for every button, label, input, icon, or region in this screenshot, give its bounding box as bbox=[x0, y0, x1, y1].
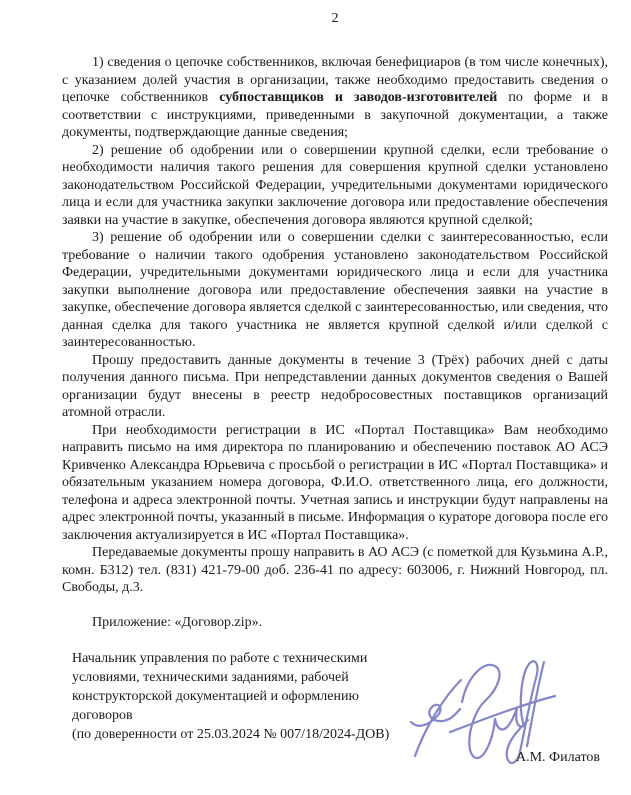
paragraph-owners-chain-post: по форме и в соответствии с инструкциями, приведенными в закупочной документации, а также документы, подтверждающие данные сведения; bbox=[62, 90, 608, 140]
letter-text bbox=[62, 54, 608, 744]
paragraph-owners-chain-pre: 1) сведения о цепочке собственников, включая бенефициаров (в том числе конечных), с указанием долей участия в организации, также необходимо предоставить сведения о цепочке собственников bbox=[62, 55, 608, 105]
paragraph-portal-registration: При необходимости регистрации в ИС «Портал Поставщика» Вам необходимо направить письмо на имя директора по планированию и обеспечению поставок АО АСЭ Кривченко Александра Юрьевича с просьбой о регистрации в ИС «Портал Поставщика» и обязательным указанием номера договора, Ф.И.О. ответственного лица, его должности, телефона и адреса электронной почты. Учетная запись и инструкции будут направлены на адрес электронной почты, указанный в письме. Информация о кураторе договора после его заключения актуализируется в ИС «Портал Поставщика». bbox=[62, 422, 608, 543]
signer-title-line: Начальник управления по работе с техническими bbox=[72, 651, 368, 666]
paragraph-major-transaction: 2) решение об одобрении или о совершении крупной сделки, если требование о необходимости наличия такого решения для совершения крупной сделки установлено законодательством Российской Федерации, учредительными документами юридического лица и если для участника закупки заключение договора или предоставление обеспечения заявки на участие в закупке, обеспечения договора являются крупной сделкой; bbox=[62, 142, 608, 228]
signer-title-line: конструкторской документацией и оформлению bbox=[72, 689, 359, 704]
signer-authority-line: (по доверенности от 25.03.2024 № 007/18/2024-ДОВ) bbox=[72, 727, 390, 742]
attachment-line: Приложение: «Договор.zip». bbox=[92, 615, 263, 630]
paragraph-owners-chain bbox=[62, 54, 608, 142]
paragraph-interested-party-transaction: 3) решение об одобрении или о совершении сделки с заинтересованностью, если требование о наличии такого одобрения установлено законодательством Российской Федерации, учредительными документами юридического лица и если для участника закупки выполнение договора или предоставление обеспечения заявки на участие в закупке, обеспечение договора является сделкой с заинтересованностью, или сведения, что данная сделка для такого участника не является крупной сделкой и/или сделкой с заинтересованностью. bbox=[62, 230, 608, 350]
signer-title-line: условиями, техническими заданиями, рабочей bbox=[72, 670, 349, 685]
signer-name: А.М. Филатов bbox=[516, 750, 600, 765]
page-number: 2 bbox=[331, 11, 339, 26]
paragraph-owners-chain-bold: субпоставщиков и заводов-изготовителей bbox=[219, 90, 498, 105]
paragraph-deadline-warning: Прошу предоставить данные документы в течение 3 (Трёх) рабочих дней с даты получения данного письма. При непредставлении данных документов сведения о Вашей организации будут внесены в реестр недобросовестных поставщиков организаций атомной отрасли. bbox=[62, 352, 608, 420]
signer-title-block bbox=[72, 649, 432, 744]
letter-page-body bbox=[62, 10, 608, 744]
signer-title-line: договоров bbox=[72, 708, 133, 723]
paragraph-delivery-address: Передаваемые документы прошу направить в АО АСЭ (с пометкой для Кузьмина А.Р., комн. Б312) тел. (831) 421-79-00 доб. 236-41 по адресу: 603006, г. Нижний Новгород, пл. Свободы, д.3. bbox=[62, 545, 608, 595]
